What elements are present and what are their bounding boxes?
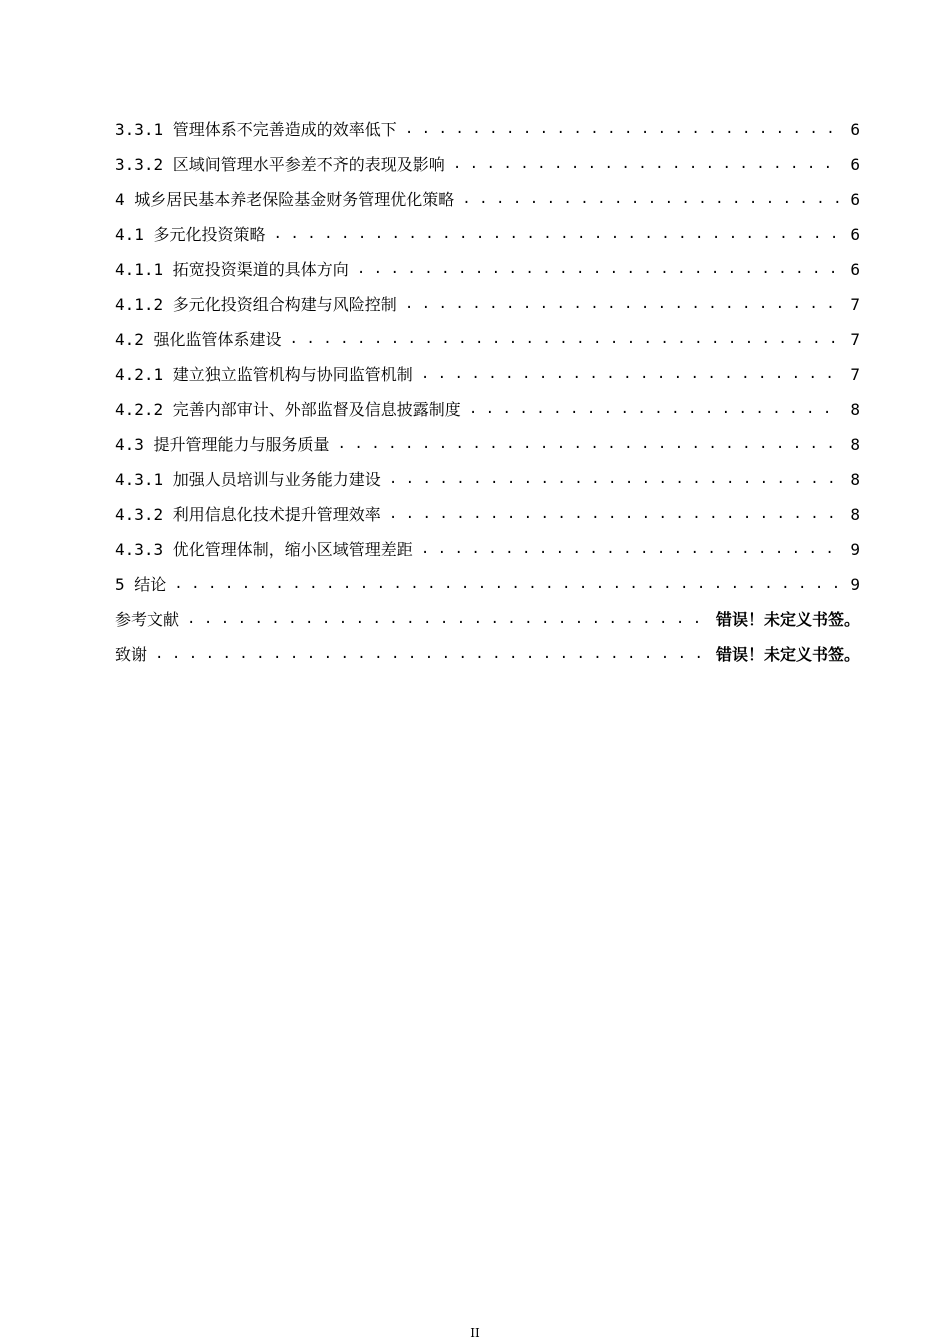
toc-entry-title: 4.3.2 利用信息化技术提升管理效率 bbox=[115, 505, 381, 524]
toc-leader-dots bbox=[274, 217, 842, 252]
toc-entry[interactable] bbox=[115, 217, 860, 252]
toc-leader-dots bbox=[421, 357, 842, 392]
toc-entry-title: 4.3 提升管理能力与服务质量 bbox=[115, 435, 330, 454]
toc-entry-page: 6 bbox=[850, 120, 860, 139]
toc-entry[interactable] bbox=[115, 182, 860, 217]
toc-entry-title: 4.1.2 多元化投资组合构建与风险控制 bbox=[115, 295, 397, 314]
toc-entry-title: 4.2 强化监管体系建设 bbox=[115, 330, 282, 349]
toc-entry-page: 6 bbox=[850, 155, 860, 174]
toc-entry-page: 9 bbox=[850, 575, 860, 594]
toc-entry-page: 9 bbox=[850, 540, 860, 559]
toc-leader-dots bbox=[174, 567, 842, 602]
toc-leader-dots bbox=[389, 462, 842, 497]
toc-leader-dots bbox=[453, 147, 842, 182]
toc-entry-page: 6 bbox=[850, 225, 860, 244]
toc-entry[interactable] bbox=[115, 462, 860, 497]
toc-entry-page: 8 bbox=[850, 400, 860, 419]
toc-entry-page-error: 错误！未定义书签。 bbox=[715, 645, 860, 664]
toc-entry[interactable] bbox=[115, 322, 860, 357]
toc-entry[interactable] bbox=[115, 112, 860, 147]
toc-entry-acknowledgements[interactable] bbox=[115, 637, 860, 672]
toc-entry-title: 参考文献 bbox=[115, 610, 180, 629]
toc-leader-dots bbox=[338, 427, 842, 462]
toc-entry-title: 5 结论 bbox=[115, 575, 167, 594]
toc-entry[interactable] bbox=[115, 357, 860, 392]
toc-entry-page: 8 bbox=[850, 470, 860, 489]
table-of-contents bbox=[115, 112, 860, 672]
toc-leader-dots bbox=[389, 497, 842, 532]
toc-entry[interactable] bbox=[115, 392, 860, 427]
toc-leader-dots bbox=[469, 392, 842, 427]
toc-entry-page: 7 bbox=[850, 365, 860, 384]
toc-entry-title: 4.1.1 拓宽投资渠道的具体方向 bbox=[115, 260, 349, 279]
toc-entry[interactable] bbox=[115, 287, 860, 322]
toc-leader-dots bbox=[421, 532, 842, 567]
toc-entry-page: 8 bbox=[850, 435, 860, 454]
toc-entry-page-error: 错误！未定义书签。 bbox=[715, 610, 860, 629]
toc-entry-title: 4.2.1 建立独立监管机构与协同监管机制 bbox=[115, 365, 413, 384]
toc-leader-dots bbox=[290, 322, 842, 357]
toc-entry-page: 7 bbox=[850, 330, 860, 349]
toc-entry-title: 4.3.3 优化管理体制，缩小区域管理差距 bbox=[115, 540, 413, 559]
toc-entry-title: 3.3.1 管理体系不完善造成的效率低下 bbox=[115, 120, 397, 139]
toc-entry-page: 8 bbox=[850, 505, 860, 524]
toc-leader-dots bbox=[357, 252, 842, 287]
toc-leader-dots bbox=[155, 637, 708, 672]
toc-entry-title: 4.1 多元化投资策略 bbox=[115, 225, 266, 244]
toc-entry-title: 致谢 bbox=[115, 645, 148, 664]
toc-leader-dots bbox=[187, 602, 708, 637]
toc-entry-page: 6 bbox=[850, 190, 860, 209]
toc-entry-references[interactable] bbox=[115, 602, 860, 637]
toc-leader-dots bbox=[405, 287, 842, 322]
toc-entry[interactable] bbox=[115, 252, 860, 287]
toc-entry[interactable] bbox=[115, 427, 860, 462]
toc-entry-page: 6 bbox=[850, 260, 860, 279]
toc-leader-dots bbox=[405, 112, 842, 147]
toc-entry[interactable] bbox=[115, 497, 860, 532]
toc-entry-title: 3.3.2 区域间管理水平参差不齐的表现及影响 bbox=[115, 155, 445, 174]
toc-entry-title: 4.3.1 加强人员培训与业务能力建设 bbox=[115, 470, 381, 489]
toc-entry[interactable] bbox=[115, 532, 860, 567]
toc-entry[interactable] bbox=[115, 147, 860, 182]
toc-entry-title: 4 城乡居民基本养老保险基金财务管理优化策略 bbox=[115, 190, 455, 209]
toc-leader-dots bbox=[462, 182, 842, 217]
toc-entry-title: 4.2.2 完善内部审计、外部监督及信息披露制度 bbox=[115, 400, 461, 419]
toc-entry-page: 7 bbox=[850, 295, 860, 314]
toc-entry[interactable] bbox=[115, 567, 860, 602]
page-number: II bbox=[470, 1326, 480, 1340]
